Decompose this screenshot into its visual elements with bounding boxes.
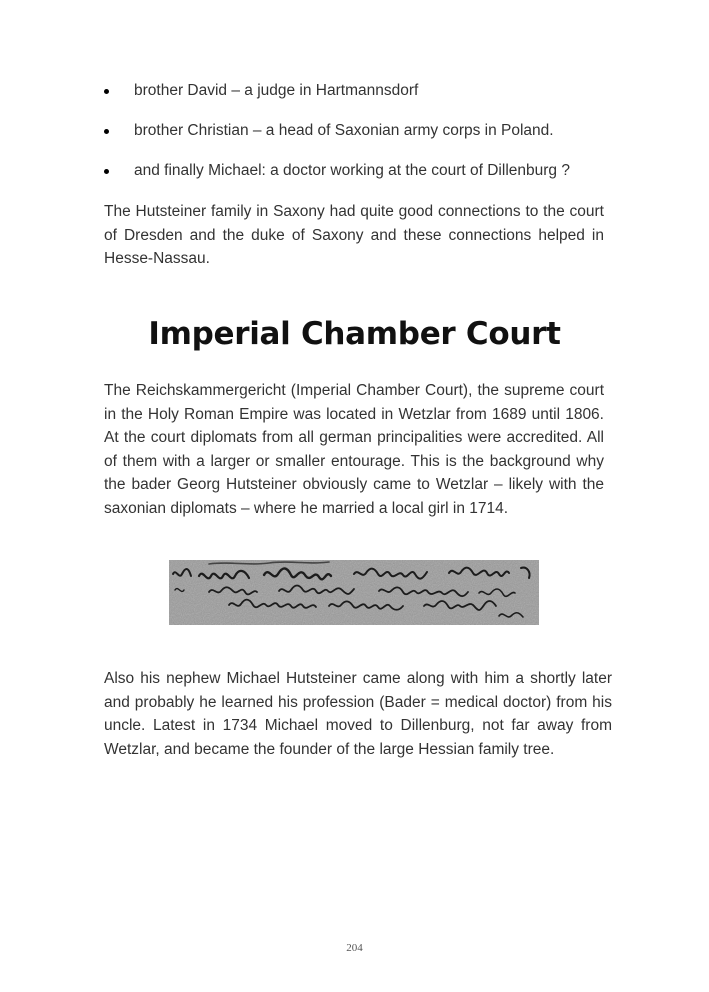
- page-number: 204: [346, 942, 363, 954]
- nephew-paragraph: Also his nephew Michael Hutsteiner came along with him a shortly later and probably he learned his profession (Bader = medical doctor) from his uncle. Latest in 1734 Michael moved to Dillenburg, not far away from Wetzlar, and became the founder of the large Hessian family tree.: [104, 670, 612, 758]
- list-item-text: brother Christian – a head of Saxonian army corps in Poland.: [134, 122, 554, 139]
- bullet-icon: [104, 89, 109, 94]
- section-heading: Imperial Chamber Court: [148, 316, 561, 352]
- bullet-icon: [104, 129, 109, 134]
- list-item: [104, 160, 614, 200]
- bullet-icon: [104, 169, 109, 174]
- saxony-paragraph: The Hutsteiner family in Saxony had quite good connections to the court of Dresden and the duke of Saxony and these connections helped in Hesse-Nassau.: [104, 203, 604, 267]
- court-paragraph: The Reichskammergericht (Imperial Chamber Court), the supreme court in the Holy Roman Empire was located in Wetzlar from 1689 until 1806. At the court diplomats from all german principalities were accredited. All of them with a larger or smaller entourage. This is the background why the bader Georg Hutsteiner obviously came to Wetzlar – likely with the saxonian diplomats – where he married a local girl in 1714.: [104, 382, 604, 517]
- list-item: [104, 80, 614, 120]
- list-item-text: and finally Michael: a doctor working at the court of Dillenburg ?: [134, 162, 570, 179]
- brothers-list: [104, 80, 614, 200]
- list-item-text: brother David – a judge in Hartmannsdorf: [134, 82, 419, 99]
- marriage-record-scan: [169, 560, 539, 625]
- list-item: [104, 120, 614, 160]
